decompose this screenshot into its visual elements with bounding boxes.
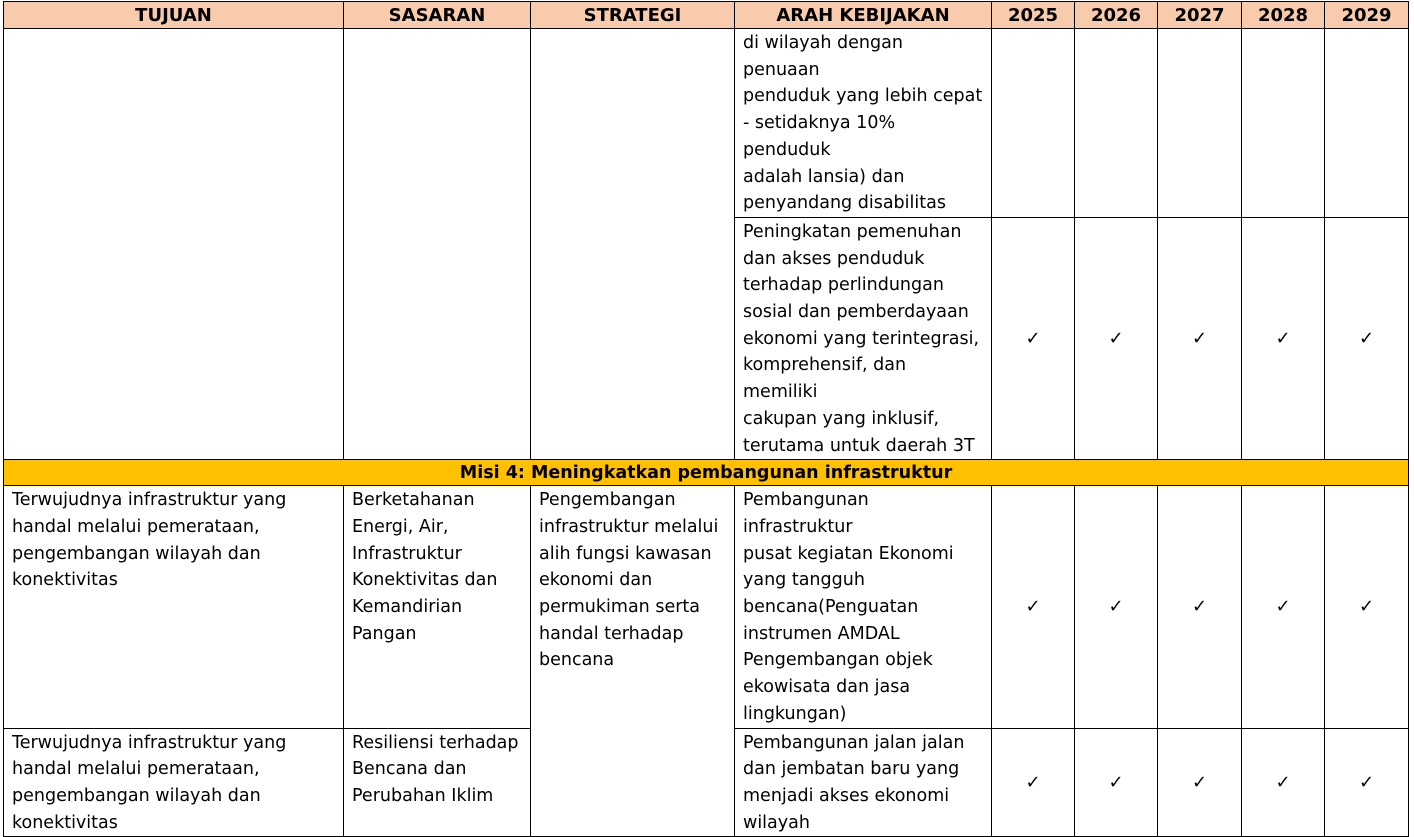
arah-kebijakan-cell bbox=[735, 29, 992, 218]
tujuan-text: Terwujudnya infrastruktur yang handal melalui pemerataan, pengembangan wilayah dan konektivitas bbox=[12, 732, 287, 833]
check-mark-2028: ✓ bbox=[1242, 217, 1325, 459]
check-mark-2026: ✓ bbox=[1075, 728, 1158, 837]
check-mark-2025: ✓ bbox=[992, 728, 1075, 837]
header-strategi: STRATEGI bbox=[531, 2, 735, 29]
header-year-2027: 2027 bbox=[1158, 2, 1242, 29]
policy-matrix-table bbox=[3, 1, 1409, 837]
sasaran-cell bbox=[344, 486, 531, 728]
header-sasaran: SASARAN bbox=[344, 2, 531, 29]
check-mark-2028: ✓ bbox=[1242, 486, 1325, 728]
misi-banner-row bbox=[4, 460, 1409, 486]
check-mark-2025: ✓ bbox=[992, 486, 1075, 728]
sasaran-text: Berketahanan Energi, Air, Infrastruktur Konektivitas dan Kemandirian Pangan bbox=[352, 490, 498, 644]
strategi-cell bbox=[531, 486, 735, 837]
arah-kebijakan-text: Pembangunan infrastruktur pusat kegiatan Ekonomi yang tangguh bencana(Penguatan instrumen AMDAL Pengembangan objek ekowisata dan jasa lingkungan) bbox=[743, 490, 954, 724]
header-year-2029: 2029 bbox=[1325, 2, 1409, 29]
tujuan-cell bbox=[4, 728, 344, 837]
check-mark-2027: ✓ bbox=[1158, 486, 1242, 728]
arah-kebijakan-text: Pembangunan jalan jalan dan jembatan baru yang menjadi akses ekonomi wilayah bbox=[743, 732, 965, 833]
arah-kebijakan-cell bbox=[735, 486, 992, 728]
check-mark-2029: ✓ bbox=[1325, 728, 1409, 837]
strategi-text: Pengembangan infrastruktur melalui alih fungsi kawasan ekonomi dan permukiman serta handal terhadap bencana bbox=[539, 490, 719, 671]
year-cell-2026 bbox=[1075, 29, 1158, 218]
header-arah-kebijakan: ARAH KEBIJAKAN bbox=[735, 2, 992, 29]
check-mark-2026: ✓ bbox=[1075, 217, 1158, 459]
arah-kebijakan-text: Peningkatan pemenuhan dan akses penduduk terhadap perlindungan sosial dan pemberdayaan ekonomi yang terintegrasi, komprehensif, dan memiliki cakupan yang inklusif, terutama untuk daerah 3T bbox=[743, 221, 980, 456]
tujuan-text: Terwujudnya infrastruktur yang handal melalui pemerataan, pengembangan wilayah dan konektivitas bbox=[12, 490, 287, 591]
year-cell-2029 bbox=[1325, 29, 1409, 218]
header-year-2025: 2025 bbox=[992, 2, 1075, 29]
header-year-2026: 2026 bbox=[1075, 2, 1158, 29]
check-mark-2027: ✓ bbox=[1158, 217, 1242, 459]
tujuan-cell bbox=[4, 486, 344, 728]
header-year-2028: 2028 bbox=[1242, 2, 1325, 29]
check-mark-2026: ✓ bbox=[1075, 486, 1158, 728]
check-mark-2028: ✓ bbox=[1242, 728, 1325, 837]
check-mark-2027: ✓ bbox=[1158, 728, 1242, 837]
year-cell-2027 bbox=[1158, 29, 1242, 218]
check-mark-2025: ✓ bbox=[992, 217, 1075, 459]
sasaran-text: Resiliensi terhadap Bencana dan Perubahan Iklim bbox=[352, 732, 519, 806]
tujuan-cell-empty bbox=[4, 29, 344, 460]
header-tujuan: TUJUAN bbox=[4, 2, 344, 29]
check-mark-2029: ✓ bbox=[1325, 217, 1409, 459]
misi-banner: Misi 4: Meningkatkan pembangunan infrastruktur bbox=[4, 460, 1409, 486]
arah-kebijakan-cell bbox=[735, 217, 992, 459]
table-row bbox=[4, 486, 1409, 728]
sasaran-cell-empty bbox=[344, 29, 531, 460]
arah-kebijakan-cell bbox=[735, 728, 992, 837]
sasaran-cell bbox=[344, 728, 531, 837]
year-cell-2025 bbox=[992, 29, 1075, 218]
check-mark-2029: ✓ bbox=[1325, 486, 1409, 728]
year-cell-2028 bbox=[1242, 29, 1325, 218]
table-row bbox=[4, 29, 1409, 218]
strategi-cell-empty bbox=[531, 29, 735, 460]
arah-kebijakan-text: di wilayah dengan penuaan penduduk yang lebih cepat - setidaknya 10% penduduk adalah lansia) dan penyandang disabilitas bbox=[743, 33, 983, 214]
header-row bbox=[4, 2, 1409, 29]
